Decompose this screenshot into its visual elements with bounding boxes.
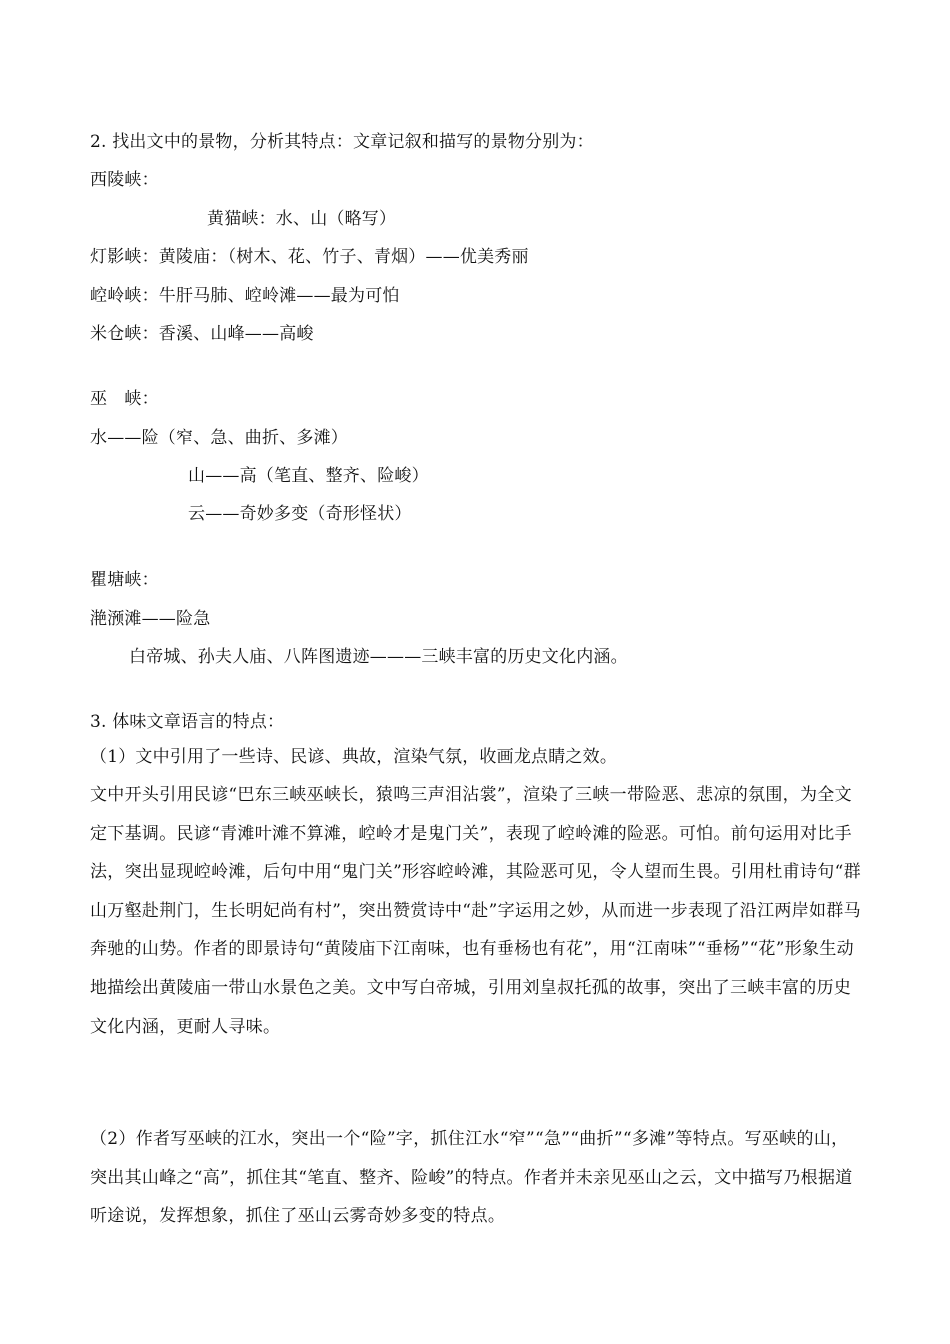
xilingxia-label: 西陵峡： [90, 170, 159, 190]
section-3-heading: 3. 体味文章语言的特点： [90, 712, 285, 732]
paragraph-2-body: （2）作者写巫峡的江水，突出一个“险”字，抓住江水“窄”“急”“曲折”“多滩”等特点。写巫峡的山，突出其山峰之“高”，抓住其“笔直、整齐、险峻”的特点。作者并未亲见巫山之云，文中描写乃根据道听途说，发挥想象，抓住了巫山云雾奇妙多变的特点。 [90, 1129, 853, 1227]
konglingxia-line: 崆岭峡：牛肝马肺、崆岭滩——最为可怕 [90, 286, 400, 306]
wuxia-label: 巫 峡： [90, 389, 159, 409]
wuxia-cloud-line: 云——奇妙多变（奇形怪状） [188, 504, 412, 524]
wuxia-water-line: 水——险（窄、急、曲折、多滩） [90, 428, 348, 448]
huangmaoxia-line: 黄猫峡：水、山（略写） [207, 209, 397, 229]
micangxia-line: 米仓峡：香溪、山峰——高峻 [90, 324, 314, 344]
wuxia-mountain-line: 山——高（笔直、整齐、险峻） [188, 466, 429, 486]
section-2-heading: 2. 找出文中的景物，分析其特点：文章记叙和描写的景物分别为： [90, 132, 594, 152]
paragraph-1-title: （1）文中引用了一些诗、民谚、典故，渲染气氛，收画龙点睛之效。 [90, 747, 618, 767]
paragraph-1-body: 文中开头引用民谚“巴东三峡巫峡长，猿鸣三声泪沾裳”，渲染了三峡一带险恶、悲凉的氛围，为全文定下基调。民谚“青滩叶滩不算滩，崆岭才是鬼门关”，表现了崆岭滩的险恶。可怕。前句运用对比手法，突出显现崆岭滩，后句中用“鬼门关”形容崆岭滩，其险恶可见，令人望而生畏。引用杜甫诗句“群山万壑赴荆门，生长明妃尚有村”，突出赞赏诗中“赴”字运用之妙，从而进一步表现了沿江两岸如群马奔驰的山势。作者的即景诗句“黄陵庙下江南味，也有垂杨也有花”，用“江南味”“垂杨”“花”形象生动地描绘出黄陵庙一带山水景色之美。文中写白帝城，引用刘皇叔托孤的故事，突出了三峡丰富的历史文化内涵，更耐人寻味。 [90, 785, 861, 1037]
qutangxia-label: 瞿塘峡： [90, 570, 159, 590]
baidicheng-line: 白帝城、孙夫人庙、八阵图遗迹———三峡丰富的历史文化内涵。 [129, 647, 628, 667]
yanyutan-line: 滟滪滩——险急 [90, 609, 211, 629]
dengyingxia-line: 灯影峡：黄陵庙：（树木、花、竹子、青烟）——优美秀丽 [90, 247, 529, 267]
